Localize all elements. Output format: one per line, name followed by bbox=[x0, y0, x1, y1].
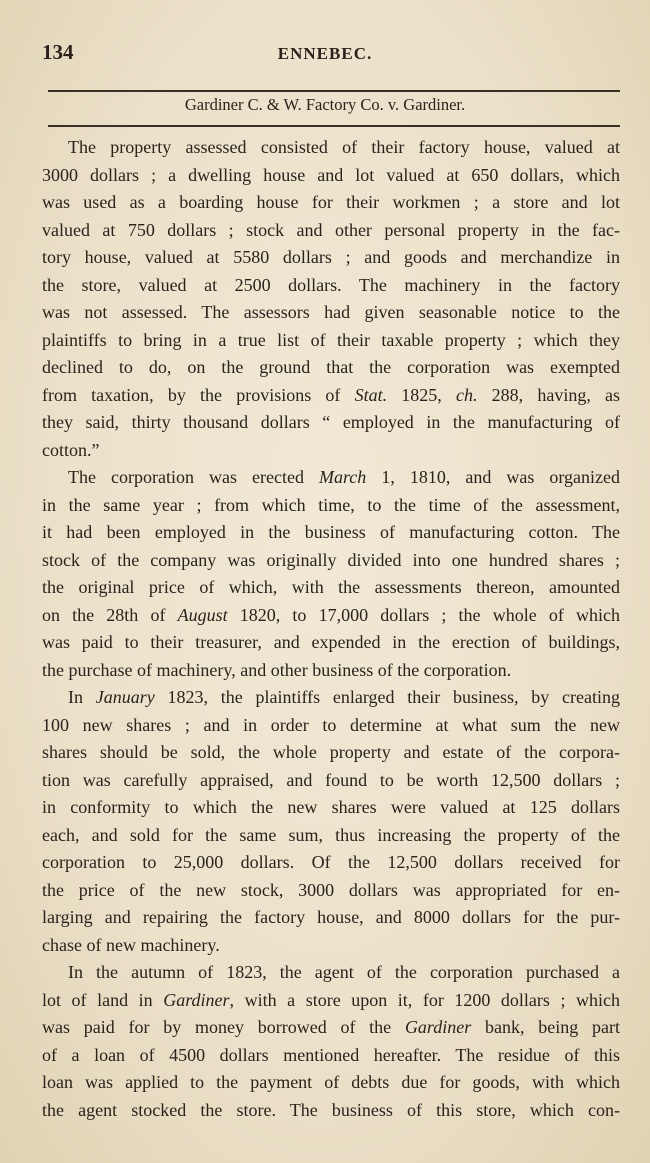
text-segment: in the same year ; from which time, to the time of the assessment, bbox=[42, 494, 620, 515]
header-rule-bottom bbox=[48, 125, 620, 127]
italic-text: Stat. bbox=[354, 384, 388, 405]
header-rule-top bbox=[48, 90, 620, 92]
text-line bbox=[42, 492, 620, 520]
text-line bbox=[42, 409, 620, 437]
text-line bbox=[42, 794, 620, 822]
paragraph bbox=[42, 464, 620, 684]
text-segment: 1825, bbox=[387, 384, 456, 405]
text-segment: was paid for by money borrowed of the bbox=[42, 1017, 405, 1037]
text-line bbox=[42, 712, 620, 740]
paragraph bbox=[42, 959, 620, 1124]
text-segment: declined to do, on the ground that the corporation was exempted bbox=[42, 357, 620, 377]
text-segment: plaintiffs to bring in a true list of their taxable property ; which they bbox=[42, 329, 620, 350]
text-segment: was paid to their treasurer, and expended in the erection of buildings, bbox=[42, 632, 620, 652]
text-segment: tory house, valued at 5580 dollars ; and goods and merchandize in bbox=[42, 247, 620, 267]
text-line bbox=[42, 162, 620, 190]
running-title: ENNEBEC. bbox=[277, 44, 373, 63]
text-segment: tion was carefully appraised, and found to be worth 12,500 dollars ; bbox=[42, 769, 620, 790]
text-segment: , with a store upon it, for 1200 dollars ; which bbox=[229, 989, 620, 1010]
text-line bbox=[42, 932, 620, 960]
text-segment: 1, 1810, and was organized bbox=[366, 467, 620, 487]
text-segment: was not assessed. The assessors had given seasonable notice to the bbox=[42, 302, 620, 322]
text-line bbox=[42, 1069, 620, 1097]
text-line bbox=[42, 767, 620, 795]
text-line bbox=[42, 849, 620, 877]
text-line bbox=[42, 134, 620, 162]
text-segment: In bbox=[68, 687, 96, 707]
text-line bbox=[42, 657, 620, 685]
italic-text: March bbox=[318, 467, 367, 487]
text-segment: in conformity to which the new shares were valued at 125 dollars bbox=[42, 797, 620, 817]
text-line bbox=[42, 739, 620, 767]
text-line bbox=[42, 959, 620, 987]
text-segment: chase of new machinery. bbox=[42, 934, 220, 955]
text-segment: The property assessed consisted of their factory house, valued at bbox=[68, 137, 620, 157]
text-segment: they said, thirty thousand dollars “ employed in the manufacturing of bbox=[42, 412, 620, 432]
text-line bbox=[42, 904, 620, 932]
text-segment: the purchase of machinery, and other business of the corporation. bbox=[42, 659, 512, 680]
text-segment: was used as a boarding house for their workmen ; a store and lot bbox=[42, 192, 620, 212]
text-segment: lot of land in bbox=[42, 989, 164, 1010]
text-segment: corporation to 25,000 dollars. Of the 12,500 dollars received for bbox=[42, 852, 620, 872]
text-line bbox=[42, 327, 620, 355]
text-line bbox=[42, 519, 620, 547]
text-segment: 3000 dollars ; a dwelling house and lot valued at 650 dollars, which bbox=[42, 164, 620, 185]
text-line bbox=[42, 684, 620, 712]
italic-text: Gardiner bbox=[404, 1017, 472, 1037]
text-segment: the original price of which, with the assessments thereon, amounted bbox=[42, 577, 620, 597]
text-line bbox=[42, 1014, 620, 1042]
text-segment: of a loan of 4500 dollars mentioned hereafter. The residue of this bbox=[42, 1044, 620, 1065]
text-line bbox=[42, 1042, 620, 1070]
text-line bbox=[42, 244, 620, 272]
case-title: Gardiner C. & W. Factory Co. v. Gardiner. bbox=[184, 95, 466, 114]
text-line bbox=[42, 189, 620, 217]
text-segment: larging and repairing the factory house, and 8000 dollars for the pur- bbox=[42, 907, 620, 927]
text-line bbox=[42, 602, 620, 630]
text-segment: The corporation was erected bbox=[68, 467, 319, 487]
text-segment: the agent stocked the store. The business of this store, which con- bbox=[42, 1099, 620, 1120]
text-line bbox=[42, 382, 620, 410]
text-segment: shares should be sold, the whole property and estate of the corpora- bbox=[42, 742, 620, 762]
italic-text: August bbox=[177, 604, 228, 625]
text-line bbox=[42, 574, 620, 602]
text-line bbox=[42, 629, 620, 657]
text-segment: on the 28th of bbox=[42, 604, 178, 625]
italic-text: ch. bbox=[455, 384, 478, 405]
text-segment: it had been employed in the business of manufacturing cotton. The bbox=[42, 522, 620, 542]
text-segment: the store, valued at 2500 dollars. The machinery in the factory bbox=[42, 274, 620, 295]
paragraph bbox=[42, 134, 620, 464]
text-line bbox=[42, 437, 620, 465]
text-segment: the price of the new stock, 3000 dollars was appropriated for en- bbox=[42, 879, 620, 900]
text-segment: cotton.” bbox=[42, 439, 100, 460]
text-line bbox=[42, 354, 620, 382]
italic-text: Gardiner bbox=[163, 989, 230, 1010]
text-segment: 100 new shares ; and in order to determine at what sum the new bbox=[42, 714, 620, 735]
text-segment: valued at 750 dollars ; stock and other personal property in the fac- bbox=[42, 219, 620, 240]
text-segment: 1823, the plaintiffs enlarged their business, by creating bbox=[154, 687, 620, 707]
text-line bbox=[42, 822, 620, 850]
text-line bbox=[42, 464, 620, 492]
text-segment: from taxation, by the provisions of bbox=[42, 384, 355, 405]
italic-text: January bbox=[95, 687, 155, 707]
text-segment: 288, having, as bbox=[477, 384, 621, 405]
text-segment: bank, being part bbox=[471, 1017, 620, 1037]
text-line bbox=[42, 877, 620, 905]
text-segment: each, and sold for the same sum, thus increasing the property of the bbox=[42, 824, 620, 845]
body-text bbox=[42, 134, 620, 1124]
text-line bbox=[42, 547, 620, 575]
text-segment: stock of the company was originally divided into one hundred shares ; bbox=[42, 549, 620, 570]
text-line bbox=[42, 987, 620, 1015]
text-segment: In the autumn of 1823, the agent of the corporation purchased a bbox=[68, 962, 620, 982]
text-line bbox=[42, 1097, 620, 1125]
paragraph bbox=[42, 684, 620, 959]
text-line bbox=[42, 299, 620, 327]
text-segment: 1820, to 17,000 dollars ; the whole of which bbox=[227, 604, 620, 625]
page-number: 134 bbox=[42, 40, 74, 64]
text-segment: loan was applied to the payment of debts due for goods, with which bbox=[42, 1072, 620, 1092]
text-line bbox=[42, 272, 620, 300]
text-line bbox=[42, 217, 620, 245]
